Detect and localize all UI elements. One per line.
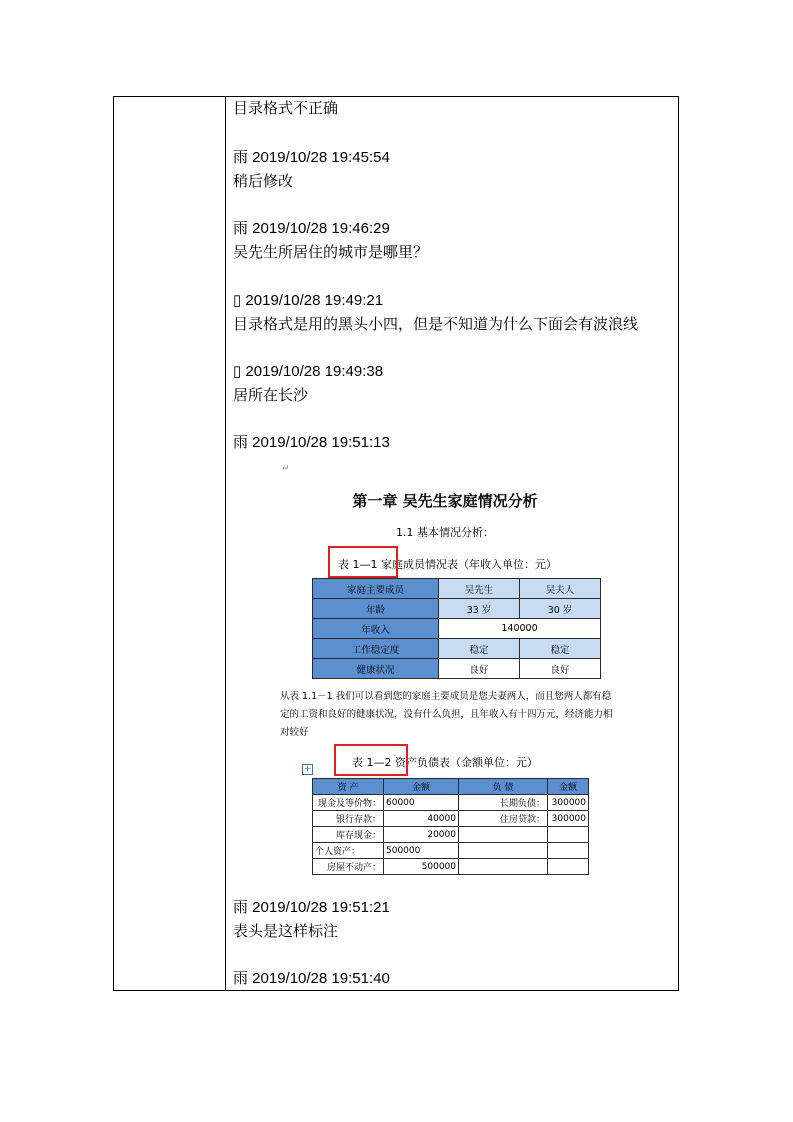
analysis-paragraph: 从表 1.1－1 我们可以看到您的家庭主要成员是您夫妻两人，而且您两人都有稳定的工资和良好的健康状况，没有什么负担，且年收入有十四万元，经济能力相对较好 — [280, 691, 613, 738]
table-cell: 现金及等价物： — [313, 795, 384, 811]
table-header-cell: 金额 — [384, 779, 459, 795]
table-cell: 40000 — [384, 811, 459, 827]
table-header-cell: 负 债 — [459, 779, 548, 795]
message-text: 表头是这样标注 — [233, 922, 339, 940]
table-cell: 30 岁 — [520, 599, 601, 619]
table-cell: 银行存款： — [313, 811, 384, 827]
table-cell: 房屋不动产： — [313, 859, 384, 875]
table-cell: 20000 — [384, 827, 459, 843]
table-cell — [548, 843, 589, 859]
message-text: 吴先生所居住的城市是哪里？ — [233, 243, 429, 261]
message-header: ▯ 2019/10/28 19:49:21 — [233, 292, 384, 309]
table-cell: 家庭主要成员 — [313, 579, 439, 599]
table-header-cell: 金额 — [548, 779, 589, 795]
message-text: 目录格式不正确 — [233, 99, 339, 117]
message-header: 雨 2019/10/28 19:45:54 — [233, 149, 390, 166]
table-cell — [459, 843, 548, 859]
message-header: 雨 2019/10/28 19:51:21 — [233, 899, 390, 916]
table-cell: 住房贷款： — [459, 811, 548, 827]
message-header: 雨 2019/10/28 19:46:29 — [233, 220, 390, 237]
table-caption-2: 表 1—2 资产负债表（金额单位：元） — [352, 756, 538, 769]
message-text: 稍后修改 — [233, 172, 294, 190]
embedded-screenshot — [280, 462, 613, 874]
table-cell: 500000 — [384, 859, 459, 875]
table-caption-1: 表 1—1 家庭成员情况表（年收入单位：元） — [338, 558, 557, 571]
table-cell: 良好 — [439, 659, 520, 679]
table-cell: 工作稳定度 — [313, 639, 439, 659]
balance-sheet-table — [312, 778, 589, 875]
column-divider — [225, 96, 226, 991]
table-cell: 个人资产： — [313, 843, 384, 859]
table-cell: 吴夫人 — [520, 579, 601, 599]
table-cell: 33 岁 — [439, 599, 520, 619]
highlight-box — [334, 744, 408, 776]
table-cell: 300000 — [548, 795, 589, 811]
table-cell: 年收入 — [313, 619, 439, 639]
table-cell: 年龄 — [313, 599, 439, 619]
table-cell: 500000 — [384, 843, 459, 859]
table-cell: 60000 — [384, 795, 459, 811]
message-text: 目录格式是用的黑头小四，但是不知道为什么下面会有波浪线 — [233, 315, 639, 333]
table-cell — [459, 827, 548, 843]
table-cell: 稳定 — [439, 639, 520, 659]
table-cell: 良好 — [520, 659, 601, 679]
table-header-cell: 资 产 — [313, 779, 384, 795]
table-cell: 稳定 — [520, 639, 601, 659]
highlight-box — [328, 546, 398, 578]
message-text: 居所在长沙 — [233, 386, 309, 404]
message-header: ▯ 2019/10/28 19:49:38 — [233, 363, 384, 380]
table-cell: 140000 — [439, 619, 601, 639]
message-header: 雨 2019/10/28 19:51:40 — [233, 970, 390, 987]
table-cell — [548, 827, 589, 843]
message-header: 雨 2019/10/28 19:51:13 — [233, 434, 390, 451]
table-cell — [548, 859, 589, 875]
table-cell: 健康状况 — [313, 659, 439, 679]
image-title: 第一章 吴先生家庭情况分析 — [352, 492, 538, 510]
table-move-handle-icon[interactable]: + — [303, 764, 312, 774]
table-cell — [459, 859, 548, 875]
table-cell: 吴先生 — [439, 579, 520, 599]
table-cell: 长期负债： — [459, 795, 548, 811]
image-subtitle: 1.1 基本情况分析： — [396, 526, 494, 539]
family-members-table — [312, 578, 601, 679]
table-cell: 库存现金： — [313, 827, 384, 843]
table-cell: 300000 — [548, 811, 589, 827]
return-mark: ↵ — [282, 464, 290, 474]
